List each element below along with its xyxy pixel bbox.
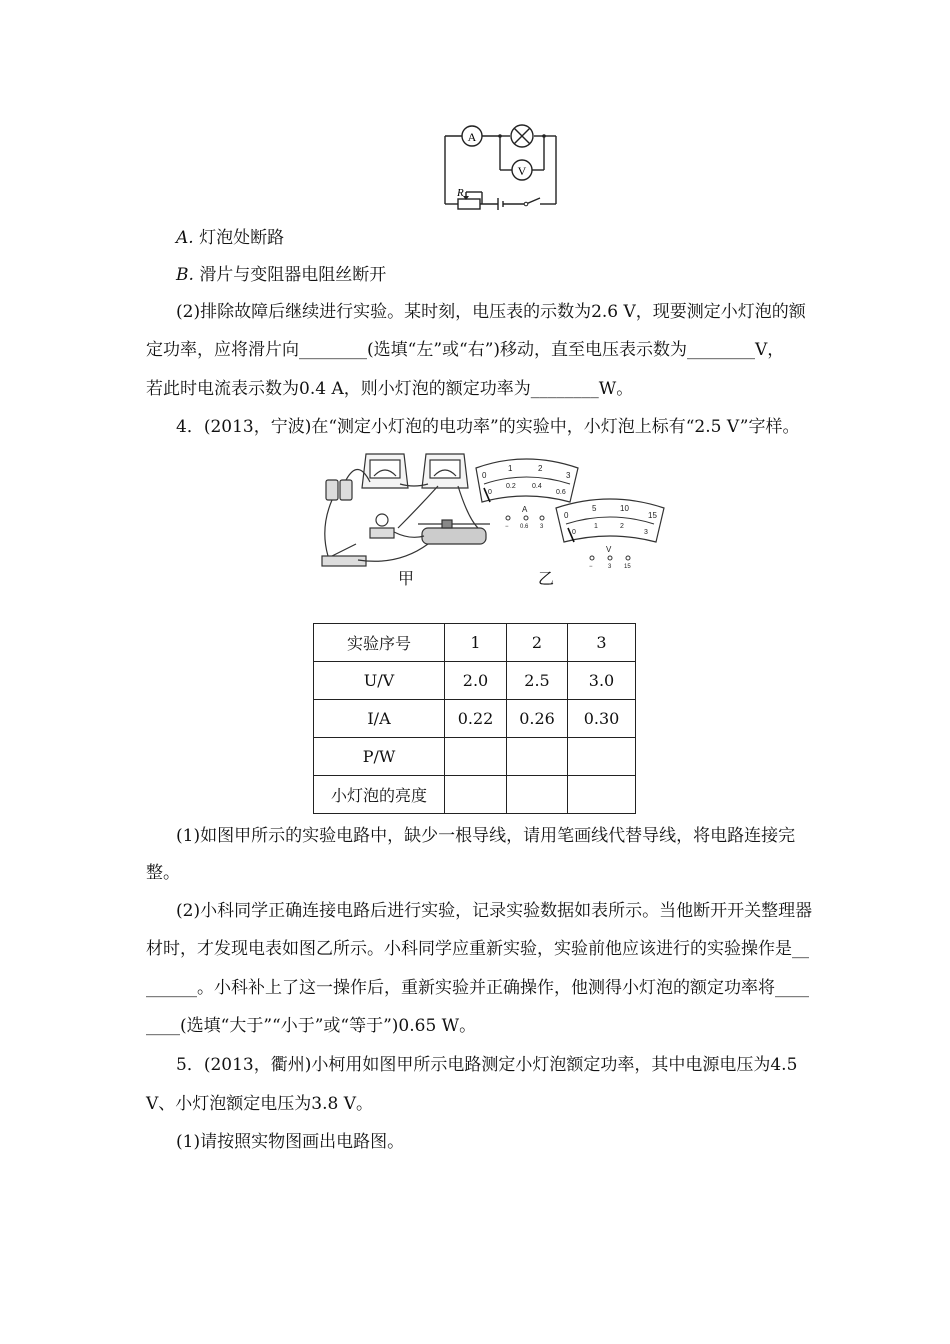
experiment-data-table [313,623,636,814]
table-row [314,776,636,814]
voltmeter-scale-bottom-2: 2 [620,523,624,530]
q4-part2-line2: 材时，才发现电表如图乙所示。小科同学应重新实验，实验前他应该进行的实验操作是__ [146,939,809,959]
q5-header-line1: 5．(2013，衢州)小柯用如图甲所示电路测定小灯泡额定功率，其中电源电压为4.5 [176,1055,798,1075]
figure-label-jia: 甲 [398,569,415,588]
ammeter-symbol: A [467,130,477,144]
table-cell: 0.30 [568,700,636,738]
q4-part2-line4: ____(选填“大于”“小于”或“等于”)0.65 W。 [146,1016,477,1036]
table-row [314,624,636,662]
table-cell: P/W [314,738,445,776]
q5-part1: (1)请按照实物图画出电路图。 [176,1132,405,1152]
table-cell: 小灯泡的亮度 [314,776,445,814]
voltmeter-scale-top-2: 10 [620,504,629,513]
q3-part2-line3: 若此时电流表示数为0.4 A，则小灯泡的额定功率为________W。 [146,379,634,399]
q3-option-b-text: 滑片与变阻器电阻丝断开 [199,265,387,285]
q3-option-b [176,264,386,286]
ammeter-scale-top-1: 1 [508,464,513,473]
q4-part2-line3: ______。小科补上了这一操作后，重新实验并正确操作，他测得小灯泡的额定功率将____ [146,978,809,998]
table-cell: 1 [445,624,507,662]
ammeter-scale-top-3: 3 [566,471,571,480]
table-cell: 2 [507,624,568,662]
q3-part2-line1: (2)排除故障后继续进行实验。某时刻，电压表的示数为2.6 V，现要测定小灯泡的额 [176,302,806,322]
voltmeter-scale-top-3: 15 [648,511,657,520]
q4-part1-line1: (1)如图甲所示的实验电路中，缺少一根导线，请用笔画线代替导线，将电路连接完 [176,826,796,846]
voltmeter-scale-bottom-3: 3 [644,529,648,536]
table-cell [507,776,568,814]
table-cell: 实验序号 [314,624,445,662]
voltmeter-scale-bottom-0: 0 [572,529,576,536]
table-cell [445,738,507,776]
table-cell [568,776,636,814]
q3-part2-line2: 定功率，应将滑片向________(选填“左”或“右”)移动，直至电压表示数为________V， [146,340,785,360]
table-row [314,738,636,776]
circuit-diagram [440,120,565,212]
table-cell [445,776,507,814]
ammeter-terminal-2: 3 [540,524,544,530]
table-cell: 3 [568,624,636,662]
ammeter-scale-bottom-3: 0.6 [556,489,566,496]
table-row [314,700,636,738]
table-row [314,662,636,700]
table-cell: 0.22 [445,700,507,738]
voltmeter-scale-top-1: 5 [592,504,597,513]
voltmeter-terminal-1: 3 [608,564,612,570]
table-cell: 2.0 [445,662,507,700]
ammeter-scale-top-0: 0 [482,471,487,480]
q3-option-a [176,227,284,249]
ammeter-scale-bottom-0: 0 [488,489,492,496]
voltmeter-letter: V [606,545,612,554]
table-cell: 2.5 [507,662,568,700]
q4-part1-line2: 整。 [146,863,180,883]
ammeter-letter: A [522,505,528,514]
table-cell: 0.26 [507,700,568,738]
voltmeter-terminal-0: − [589,564,593,570]
ammeter-terminal-1: 0.6 [520,524,529,530]
voltmeter-symbol: V [517,164,527,178]
q3-option-a-letter: A. [176,228,194,248]
table-cell: U/V [314,662,445,700]
table-cell: I/A [314,700,445,738]
q4-part2-line1: (2)小科同学正确连接电路后进行实验，记录实验数据如表所示。当他断开开关整理器 [176,901,813,921]
rheostat-label: R [457,187,464,199]
ammeter-scale-bottom-1: 0.2 [506,483,516,490]
q5-header-line2: V、小灯泡额定电压为3.8 V。 [146,1094,373,1114]
ammeter-scale-top-2: 2 [538,464,543,473]
ammeter-terminal-0: − [505,524,509,530]
q3-option-a-text: 灯泡处断路 [199,228,285,248]
table-cell [507,738,568,776]
meters-figure-yi [470,456,670,576]
q3-option-b-letter: B. [176,265,194,285]
table-cell: 3.0 [568,662,636,700]
table-cell [568,738,636,776]
figure-label-yi: 乙 [538,569,555,588]
voltmeter-scale-bottom-1: 1 [594,523,598,530]
voltmeter-terminal-2: 15 [624,564,631,570]
ammeter-scale-bottom-2: 0.4 [532,483,542,490]
q4-header: 4．(2013，宁波)在“测定小灯泡的电功率”的实验中，小灯泡上标有“2.5 V”字样。 [176,417,800,437]
voltmeter-scale-top-0: 0 [564,511,569,520]
